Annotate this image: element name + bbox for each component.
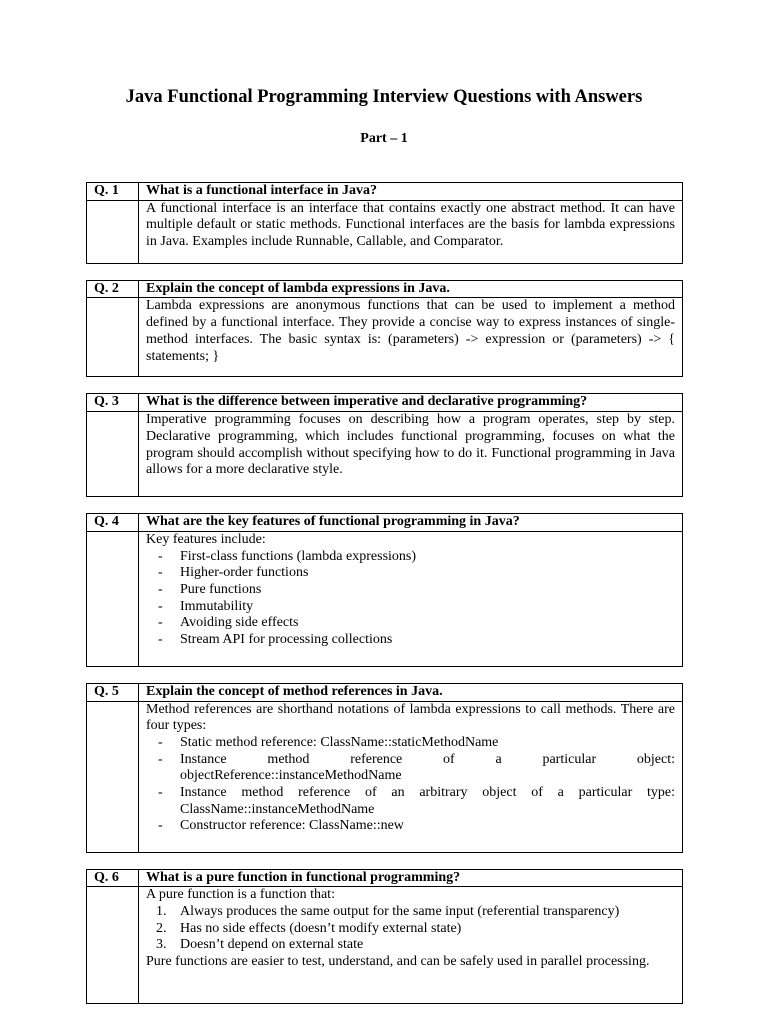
question-row-1 [87,183,683,201]
answer-row-1 [87,200,683,263]
list-item-text: Doesn’t depend on external state [180,937,364,953]
question-text: Explain the concept of method references in Java. [139,683,683,701]
row-spacer [87,497,683,514]
dash-marker: - [158,581,163,597]
qa-table [86,182,683,1004]
list-item-text: First-class functions (lambda expressions) [180,548,417,564]
pure-function-properties-list [146,904,675,954]
answer-number-cell [87,531,139,666]
dash-marker: - [158,632,163,648]
answer-paragraph: Imperative programming focuses on describing how a program operates, step by step. Declarative programming, which includes functional programming, focuses on what the program should accomplish without specifying how to do it. Functional programming in Java allows for a more declarative style. [146,412,675,478]
answer-number-cell [87,200,139,263]
list-item-text: Stream API for processing collections [180,632,393,648]
answer-paragraph: Lambda expressions are anonymous functions that can be used to implement a method defined by a functional interface. They provide a concise way to express instances of single-method interfaces. The basic syntax is: (parameters) -> expression or (parameters) -> { statements; } [146,298,675,364]
question-row-4 [87,514,683,532]
answer-text [139,531,683,666]
dash-marker: - [158,785,163,801]
list-item-text: Constructor reference: ClassName::new [180,818,404,834]
list-item [146,615,675,632]
answer-text [139,412,683,497]
list-item [146,752,675,785]
row-spacer [87,666,683,683]
answer-number-cell [87,298,139,377]
question-text: What is a pure function in functional programming? [139,869,683,887]
number-marker: 3. [156,937,167,953]
question-number: Q. 2 [87,280,139,298]
question-row-6 [87,869,683,887]
list-item [146,599,675,616]
list-item-text: Pure functions [180,581,262,597]
answer-text [139,200,683,263]
dash-marker: - [158,598,163,614]
answer-intro: Method references are shorthand notations of lambda expressions to call methods. There are four types: [146,701,675,734]
answer-row-5 [87,701,683,852]
answer-outro: Pure functions are easier to test, understand, and can be safely used in parallel processing. [146,954,650,970]
question-number: Q. 5 [87,683,139,701]
row-spacer [87,852,683,869]
answer-text [139,887,683,1004]
answer-intro: A pure function is a function that: [146,887,335,903]
question-text: Explain the concept of lambda expressions in Java. [139,280,683,298]
question-number: Q. 6 [87,869,139,887]
list-item-text: Always produces the same output for the same input (referential transparency) [180,903,620,919]
list-item-text: Avoiding side effects [180,615,299,631]
answer-row-6 [87,887,683,1004]
answer-paragraph: A functional interface is an interface that contains exactly one abstract method. It can have multiple default or static methods. Functional interfaces are the basis for lambda expressions in Java. Examples include Runnable, Callable, and Comparator. [146,200,675,250]
answer-number-cell [87,887,139,1004]
answer-row-2 [87,298,683,377]
answer-number-cell [87,412,139,497]
number-marker: 2. [156,920,167,936]
dash-marker: - [158,818,163,834]
list-item-text: Static method reference: ClassName::staticMethodName [180,734,499,750]
answer-number-cell [87,701,139,852]
row-spacer [87,263,683,280]
list-item [146,785,675,818]
question-number: Q. 1 [87,183,139,201]
question-row-3 [87,394,683,412]
features-list [146,549,675,649]
list-item [146,632,675,649]
document-title: Java Functional Programming Interview Questions with Answers [125,87,643,107]
question-row-2 [87,280,683,298]
answer-row-3 [87,412,683,497]
dash-marker: - [158,548,163,564]
list-item [146,565,675,582]
row-spacer [87,377,683,394]
question-number: Q. 4 [87,514,139,532]
answer-text [139,298,683,377]
dash-marker: - [158,751,163,767]
answer-intro: Key features include: [146,531,266,547]
question-text: What is a functional interface in Java? [139,183,683,201]
list-item [146,549,675,566]
document-subtitle: Part – 1 [360,131,408,146]
question-row-5 [87,683,683,701]
list-item-text: Instance method reference of a particular object: objectReference::instanceMethodName [180,751,675,784]
list-item [146,937,675,954]
question-number: Q. 3 [87,394,139,412]
dash-marker: - [158,565,163,581]
answer-text [139,701,683,852]
answer-row-4 [87,531,683,666]
question-text: What are the key features of functional programming in Java? [139,514,683,532]
list-item [146,735,675,752]
question-text: What is the difference between imperative and declarative programming? [139,394,683,412]
list-item [146,582,675,599]
method-reference-types-list [146,735,675,835]
dash-marker: - [158,615,163,631]
list-item-text: Instance method reference of an arbitrary object of a particular type: ClassName::instanceMethodName [180,785,675,817]
dash-marker: - [158,734,163,750]
list-item-text: Immutability [180,598,254,614]
list-item-text: Higher-order functions [180,565,309,581]
list-item [146,904,675,921]
list-item-text: Has no side effects (doesn’t modify external state) [180,920,462,936]
list-item [146,818,675,835]
number-marker: 1. [156,903,167,919]
list-item [146,921,675,938]
